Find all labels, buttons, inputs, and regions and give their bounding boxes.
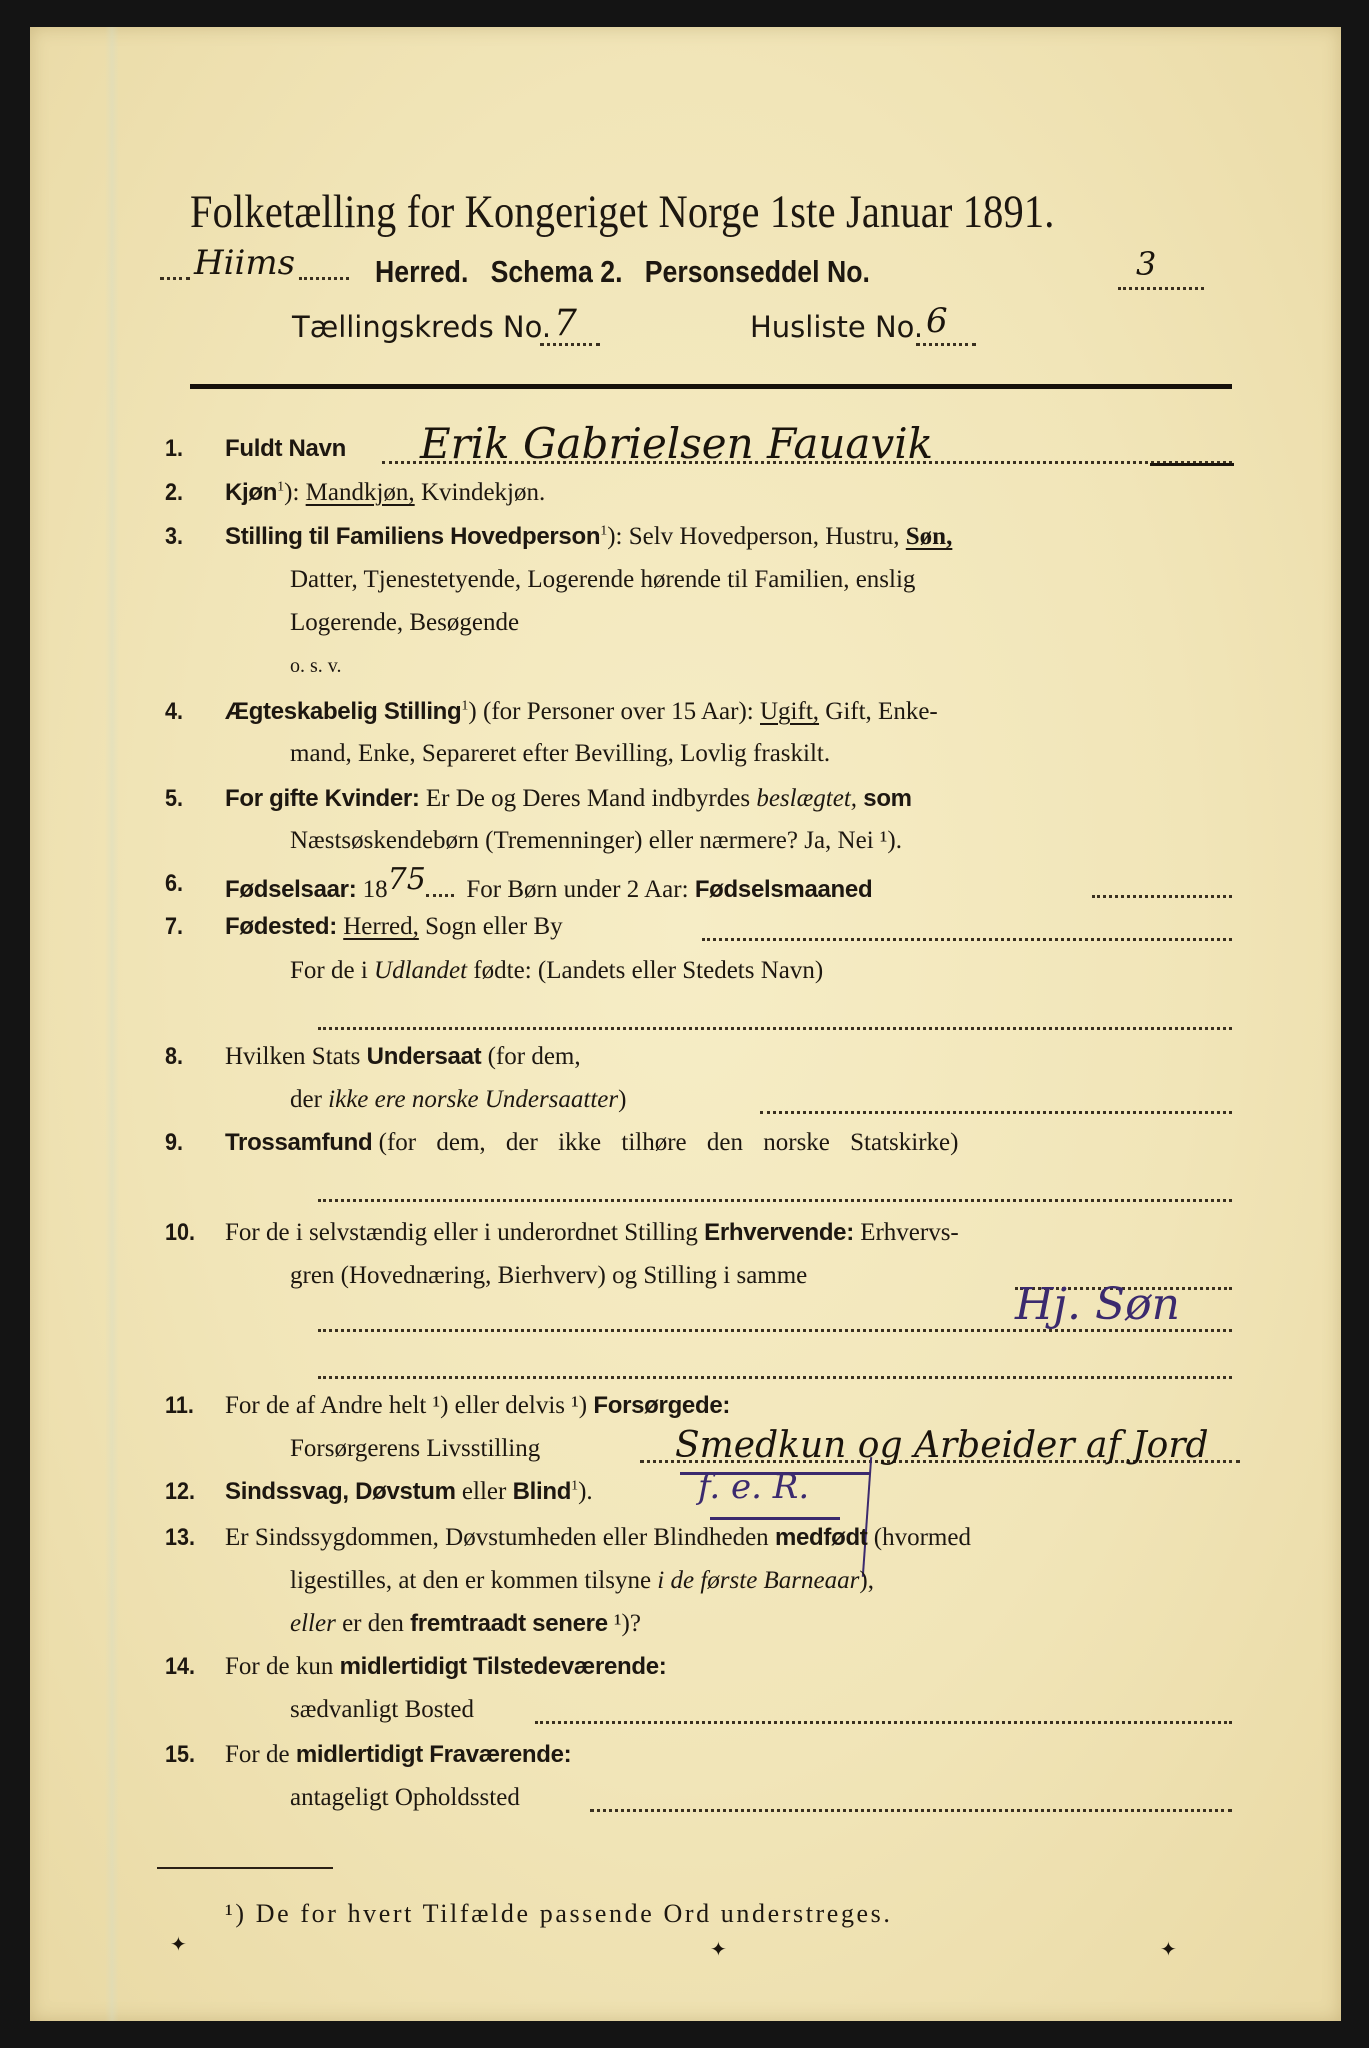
- static-text: Er De og Deres Mand indbyrdes: [425, 785, 751, 812]
- static-text: beslægtet,: [756, 785, 858, 812]
- personseddel-value: 3: [1136, 245, 1157, 283]
- static-text: Gift, Enke-: [825, 698, 938, 725]
- sex-label: Kjøn: [225, 479, 278, 506]
- usual-residence-field: [535, 1721, 1232, 1724]
- static-text: ligestilles, at den er kommen tilsyne: [290, 1567, 652, 1594]
- dotted-fill: [160, 277, 190, 280]
- footnote: ¹) De for hvert Tilfælde passende Ord understreges.: [225, 1899, 893, 1928]
- static-text: Forsørgerens Livsstilling: [290, 1435, 541, 1462]
- blue-bracket-stroke: [862, 1457, 872, 1577]
- schema-label: Schema 2.: [490, 254, 623, 289]
- footnote-ref: 1: [571, 1478, 579, 1494]
- husliste-value: 6: [926, 301, 948, 341]
- herred-label: Herred.: [375, 254, 469, 289]
- static-text: For de af Andre helt ¹) eller delvis ¹): [225, 1392, 588, 1419]
- dotted-fill: [540, 343, 600, 346]
- blind-label: Blind: [512, 1478, 572, 1505]
- item-number: 11.: [165, 1392, 194, 1419]
- herred-line: [160, 243, 349, 289]
- taellingskreds-label: Tællingskreds No.: [292, 310, 552, 344]
- static-text: sædvanligt Bosted: [290, 1696, 475, 1723]
- static-text: fødte: (Landets eller Stedets Navn): [473, 957, 824, 984]
- dependents-label: Forsørgede:: [593, 1392, 731, 1419]
- footnote-ref: 1: [600, 523, 608, 539]
- citizenship-label: Undersaat: [366, 1043, 482, 1070]
- birth-month-field: [1092, 895, 1232, 898]
- static-text: Datter, Tjenestetyende, Logerende hørende til Familien, enslig: [290, 566, 916, 593]
- full-name-value: Erik Gabrielsen Fauavik: [420, 419, 934, 468]
- sex-option-female[interactable]: Kvindekjøn.: [420, 479, 546, 506]
- static-text: Udlandet: [374, 957, 468, 984]
- taellingskreds-value: 7: [554, 303, 577, 344]
- birth-month-label: Fødselsmaaned: [694, 876, 873, 903]
- document-title: Folketælling for Kongeriget Norge 1ste Januar 1891.: [190, 186, 1055, 238]
- occupation-value: Hj. Søn: [1015, 1279, 1180, 1330]
- footnote-divider: [157, 1867, 333, 1869]
- birthplace-label: Fødested:: [225, 913, 337, 940]
- item-number: 7.: [165, 913, 184, 940]
- item-number: 10.: [165, 1219, 196, 1246]
- static-text: Erhvervs-: [860, 1219, 959, 1246]
- sex-option-male-selected[interactable]: Mandkjøn,: [305, 479, 415, 506]
- item-number: 4.: [165, 698, 184, 725]
- static-text: For de i selvstændig eller i underordnet Stilling: [225, 1219, 698, 1246]
- item-number: 9.: [165, 1129, 184, 1156]
- census-form-page: Folketælling for Kongeriget Norge 1ste Januar 1891. Hiims Herred. Schema 2. Personseddel No. 3 Tællingskreds No. 7 Husliste No. 6 1. Fuldt Navn Erik Gabrielsen Fauavik 2. Kjøn$^1$): Mandkjøn, Kvindekjøn. 3. Stilling til Familiens Hovedperson$^1$): Selv Hovedperson, Hustru, Søn, Datter, Tjenestetyende, Logerende hørende til Familien, enslig Logerende, Besøgende o. s. v. 4. Ægteskabelig Stilling$^1$) (for Personer over 15 Aar): Ugift, Gift, Enke- mand, Enke, Separeret efter Bevilling, Lovlig fraskilt. 5. For gifte Kvinder: Er De og Deres Mand indbyrdes beslægtet, som Næstsøskendebørn (Tremenninger) eller nærmere? Ja, Nei ¹). 6. Fødselsaar: 1875 For Børn under 2 Aar: Fødselsmaaned 7. Fødested: Herred, Sogn eller By For de i Udlandet fødte: (Landets eller Stedets Navn) 8. Hvilken Stats Undersaat (for dem, der ikke ere norske Undersaatter) 9. Trossamfund (for dem, der ikke tilhøre den norske Statskirke) 10. For de i selvstændig eller i underordnet Stilling Erhvervende: Erhvervs- gren (Hovednæring, Bierhverv) og Stilling i samme Hj. Søn 11. For de af Andre helt ¹) eller delvis ¹) Forsørgede: Forsørgerens Livsstilling Smedkun og Arbeider af Jord 12. Sindssvag, Døvstum eller Blind$^1$). f. e. R. 13. Er Sindssygdommen, Døvstumheden eller Blindheden medfødt (hvormed ligestilles, at den er kommen tilsyne i de første Barneaar), eller er den fremtraadt senere ¹)? 14. For de kun midlertidigt Tilstedeværende: sædvanligt Bosted 15. For de midlertidigt Fraværende: antageligt Opholdssted ¹) De for hvert Tilfælde passende Ord understreges. ✦ ✦ ✦: [30, 27, 1341, 2021]
- dotted-fill: [1118, 287, 1204, 290]
- birth-year-value: 75: [387, 862, 426, 897]
- static-text: eller: [290, 1610, 336, 1637]
- herred-header: [375, 254, 870, 290]
- birth-year-prefix: 18: [362, 876, 388, 903]
- static-text: ¹)?: [614, 1610, 641, 1637]
- item-number: 1.: [165, 435, 184, 462]
- religion-field: [318, 1199, 1232, 1202]
- marital-status-label: Ægteskabelig Stilling: [225, 698, 462, 725]
- footnote-ref: 1: [461, 698, 469, 714]
- static-text: i de første Barneaar: [657, 1567, 860, 1594]
- static-text: ),: [859, 1567, 874, 1594]
- static-text: Hvilken Stats: [225, 1043, 361, 1070]
- static-text: Sogn eller By: [425, 913, 563, 940]
- full-name-label: Fuldt Navn: [225, 435, 346, 462]
- dotted-fill: [426, 894, 454, 897]
- congenital-label: medfødt: [774, 1524, 868, 1551]
- static-text: er den: [342, 1610, 404, 1637]
- static-text: ):: [284, 479, 306, 506]
- static-text: gren (Hovednæring, Bierhverv) og Stilling i samme: [290, 1262, 808, 1289]
- static-text: Logerende, Besøgende: [290, 609, 520, 636]
- personseddel-label: Personseddel No.: [644, 254, 870, 289]
- family-position-selected[interactable]: Søn,: [905, 523, 953, 550]
- static-text: Er Sindssygdommen, Døvstumheden eller Blindheden: [225, 1524, 769, 1551]
- blue-underline: [710, 1517, 840, 1520]
- family-position-label: Stilling til Familiens Hovedperson: [225, 523, 601, 550]
- static-text: som: [863, 785, 912, 812]
- disability-label: Sindssvag, Døvstum: [225, 1478, 456, 1505]
- provider-occupation-value: Smedkun og Arbeider af Jord: [675, 1425, 1209, 1466]
- herred-value: Hiims: [194, 243, 296, 283]
- name-underline: [1150, 463, 1234, 466]
- static-text: For de: [225, 1741, 290, 1768]
- item-number: 3.: [165, 523, 184, 550]
- religion-label: Trossamfund: [225, 1129, 373, 1156]
- birth-year-label: Fødselsaar:: [225, 876, 357, 903]
- citizenship-field: [760, 1111, 1232, 1114]
- static-text: ) (for Personer over 15 Aar):: [468, 698, 754, 725]
- paper-fold: [105, 27, 119, 2021]
- header-divider: [190, 384, 1232, 389]
- static-text: antageligt Opholdssted: [290, 1784, 520, 1811]
- foreign-birthplace-field: [318, 1027, 1232, 1030]
- static-text: eller: [461, 1478, 507, 1505]
- static-text: fremtraadt senere: [410, 1610, 608, 1637]
- item-number: 8.: [165, 1043, 184, 1070]
- dotted-fill: [916, 343, 976, 346]
- static-text: der: [290, 1086, 322, 1113]
- static-text: mand, Enke, Separeret efter Bevilling, Lovlig fraskilt.: [290, 740, 831, 767]
- static-text: (for dem,: [487, 1043, 581, 1070]
- probable-residence-field: [590, 1809, 1232, 1812]
- item-number: 6.: [165, 870, 184, 897]
- binding-mark-icon: ✦: [170, 1934, 187, 1956]
- occupation-label: Erhvervende:: [704, 1219, 854, 1246]
- item-number: 13.: [165, 1524, 196, 1551]
- binding-mark-icon: ✦: [710, 1939, 727, 1961]
- dotted-fill: [299, 277, 349, 280]
- static-text: For de kun: [225, 1653, 334, 1680]
- static-text: For Børn under 2 Aar:: [466, 876, 689, 903]
- temporarily-absent-label: midlertidigt Fraværende:: [295, 1741, 572, 1768]
- married-women-label: For gifte Kvinder:: [225, 785, 420, 812]
- item-number: 5.: [165, 785, 184, 812]
- footnote-ref: 1: [277, 479, 285, 495]
- disability-value: f. e. R.: [698, 1467, 810, 1507]
- marital-status-selected[interactable]: Ugift,: [760, 698, 820, 725]
- static-text: For de i: [290, 957, 368, 984]
- static-text: o. s. v.: [290, 655, 342, 677]
- static-text: Næstsøskendebørn (Tremenninger) eller nærmere? Ja, Nei ¹).: [290, 827, 902, 854]
- item-number: 14.: [165, 1653, 196, 1680]
- item-number: 2.: [165, 479, 184, 506]
- binding-mark-icon: ✦: [1160, 1939, 1177, 1961]
- birthplace-selected[interactable]: Herred,: [343, 913, 419, 940]
- static-text: ): Selv Hovedperson, Hustru,: [607, 523, 900, 550]
- static-text: (for dem, der ikke tilhøre den norske Statskirke): [378, 1129, 959, 1156]
- birthplace-field: [702, 938, 1232, 941]
- husliste-label: Husliste No.: [750, 310, 924, 344]
- occupation-field-2: [318, 1376, 1232, 1379]
- static-text: (hvormed: [873, 1524, 971, 1551]
- item-number: 12.: [165, 1478, 196, 1505]
- item-number: 15.: [165, 1741, 196, 1768]
- temporarily-present-label: midlertidigt Tilstedeværende:: [339, 1653, 667, 1680]
- static-text: ikke ere norske Undersaatter: [328, 1086, 619, 1113]
